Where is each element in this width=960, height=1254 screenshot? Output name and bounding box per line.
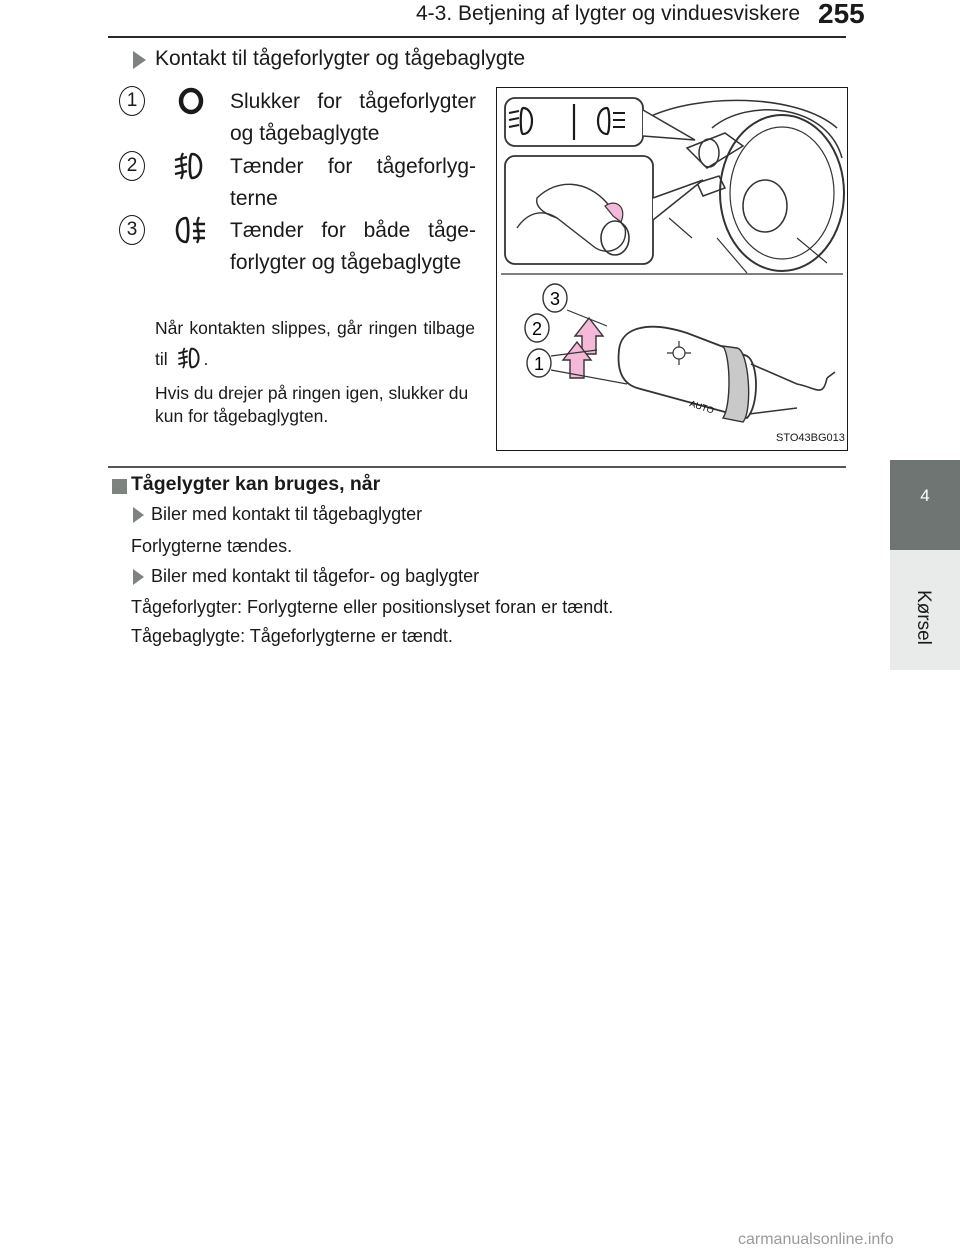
note-text: Når kontakten slippes, går ringen tilbage til — [155, 318, 475, 369]
switch-illustration — [496, 87, 848, 451]
heading-square-icon — [112, 479, 127, 494]
callout-3: 3 — [549, 289, 561, 309]
rear-fog-light-icon — [172, 214, 208, 251]
item-text-1: Slukker for tågeforlygter og tågebaglygte — [230, 90, 476, 145]
section-title: Kontakt til tågeforlygter og tågebaglygte — [155, 47, 526, 70]
case2-text-rear: Tågebaglygte: Tågeforlygterne er tændt. — [131, 626, 453, 646]
bullet-triangle-icon — [133, 507, 144, 523]
chapter-label: Kørsel — [913, 590, 934, 645]
chapter-number: 4 — [920, 486, 930, 505]
case1-text: Forlygterne tændes. — [131, 536, 293, 556]
bullet-triangle-icon — [133, 569, 144, 585]
item-text-3: Tænder for både tågeforlygter og tågebaglygte — [230, 219, 476, 274]
watermark: carmanualsonline.info — [738, 1231, 894, 1248]
callout-1: 1 — [533, 354, 545, 374]
item-number-2: 2 — [119, 151, 145, 181]
case1-title: Biler med kontakt til tågebaglygter — [151, 504, 423, 524]
case2-text-front: Tågeforlygter: Forlygterne eller positionslyset foran er tændt. — [131, 597, 614, 617]
page-number: 255 — [818, 0, 865, 29]
note-end: . — [203, 349, 209, 369]
switch-auto-label: AUTO — [688, 398, 716, 416]
header-title: 4-3. Betjening af lygter og vinduesviskere — [416, 2, 801, 25]
illustration-drawing — [497, 88, 847, 450]
section-divider — [108, 466, 846, 468]
callout-2: 2 — [531, 319, 543, 339]
item-number-1: 1 — [119, 86, 145, 116]
fog-section-title: Tågelygter kan bruges, når — [131, 473, 381, 495]
header-rule — [108, 36, 846, 38]
front-fog-light-icon — [176, 345, 204, 381]
bullet-triangle-icon — [133, 51, 146, 69]
item-text-2: Tænder for tågeforlygterne — [230, 155, 476, 210]
figure-code: STO43BG013 — [776, 432, 845, 444]
note-ring-return — [155, 313, 475, 381]
note-rear-fog-off: Hvis du drejer på ringen igen, slukker du kun for tågebaglygten. — [155, 383, 469, 426]
item-number-3: 3 — [119, 215, 145, 245]
case2-title: Biler med kontakt til tågefor- og baglygter — [151, 566, 480, 586]
front-fog-light-icon — [172, 150, 208, 187]
off-ring-icon — [175, 86, 207, 121]
